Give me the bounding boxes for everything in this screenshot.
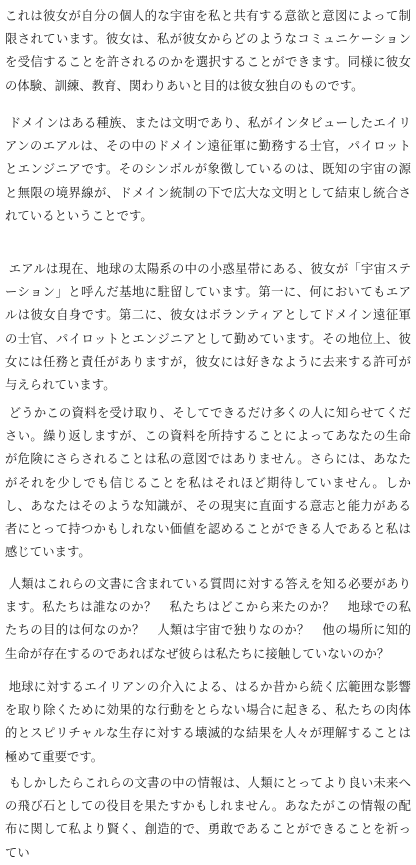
paragraph-3: エアルは現在、地球の太陽系の中の小惑星帯にある、彼女が「宇宙ステーション」と呼んだ基地に駐留しています。第一に、何においてもエアルは彼女自身です。第二に、彼女はボランティアとしてドメイン遠征軍の士官、パイロットとエンジニアとして勤めています。その地位上、彼女には任務と責任がありますが，彼女には好きなように去来する許可が与えられています。 [5,262,411,393]
paragraph-2: ドメインはある種族、または文明であり、私がインタビューしたエイリアンのエアルは、その中のドメイン遠征軍に勤務する士官，パイロットとエンジニアです。そのシンボルが象徴しているのは、既知の宇宙の源と無限の境界線が、ドメイン統制の下で広大な文明として結束し統合されているということです。 [5,116,411,223]
paragraph-5: 人類はこれらの文書に含まれている質問に対する答えを知る必要があります。私たちは誰なのか？ 私たちはどこから来たのか？ 地球での私たちの目的は何なのか？ 人類は宇宙で独りなのか？ 他の場所に知的生命が存在するのであればなぜ彼らは私たちに接触していないのか？ [5,577,411,661]
paragraph-4: どうかこの資料を受け取り、そしてできるだけ多くの人に知らせてください。繰り返しますが、この資料を所持することによってあなたの生命が危険にさらされることは私の意図ではありません。さらには、あなたがそれを少しでも信じることを私はそれほど期待していません。しかし、あなたはそのような知識が、その現実に直面する意志と能力がある者にとって持つかもしれない価値を認めることができる人であると私は感じています。 [5,406,411,560]
paragraph-7: もしかしたらこれらの文書の中の情報は、人類にとってより良い未来への飛び石としての役目を果たすかもしれません。あなたがこの情報の配布に関して私より賢く、創造的で、勇敢であることができることを祈ってい [5,776,411,860]
paragraph-1: これは彼女が自分の個人的な宇宙を私と共有する意欲と意図によって制限されています。彼女は、私が彼女からどのようなコミュニケーションを受信することを許されるのかを選択することができます。同様に彼女の体験、訓練、教育、関わりあいと目的は彼女独自のものです。 [5,9,411,93]
paragraph-6: 地球に対するエイリアンの介入による、はるか昔から続く広範囲な影響を取り除くために効果的な行動をとらない場合に起きる、私たちの肉体的とスピリチャルな生存に対する壊滅的な結果を人々が理解することは極めて重要です。 [5,680,411,764]
